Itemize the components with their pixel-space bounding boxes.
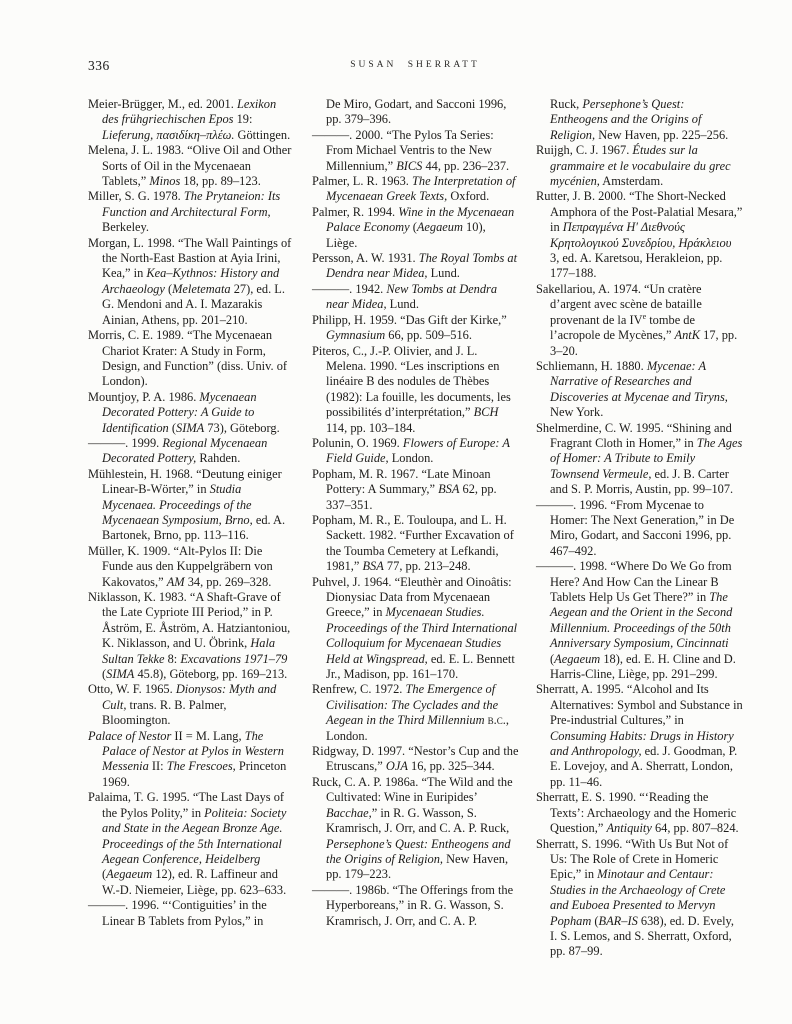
bib-entry: ———. 1996. “From Mycenae to Homer: The Next Generation,” in De Miro, Godart, and Sacconi 1996, pp. 467–492. xyxy=(536,497,735,558)
bib-column-1 xyxy=(88,97,295,960)
bib-entry-continuation: Ruck, Persephone’s Quest: Entheogens and the Origins of Religion, New Haven, pp. 225–256. xyxy=(550,97,729,142)
bib-entry: Meier-Brügger, M., ed. 2001. Lexikon des frühgriechischen Epos 19: Lieferung, πασιδίκη–πλέω. Göttingen. xyxy=(88,97,291,142)
bib-entry: Schliemann, H. 1880. Mycenae: A Narrative of Researches and Discoveries at Mycenae and Tiryns, New York. xyxy=(536,358,728,420)
bib-entry: Shelmerdine, C. W. 1995. “Shining and Fragrant Cloth in Homer,” in The Ages of Homer: A Tribute to Emily Townsend Vermeule, ed. J. B. Carter and S. P. Morris, Austin, pp. 99–107. xyxy=(536,420,743,497)
bib-entry: ———. 1996. “‘Contiguities’ in the Linear B Tablets from Pylos,” in xyxy=(88,898,267,928)
page-header xyxy=(88,58,742,74)
bib-entry: ———. 2000. “The Pylos Ta Series: From Michael Ventris to the New Millennium,” BICS 44, pp. 236–237. xyxy=(312,127,510,173)
bib-entry: Palmer, R. 1994. Wine in the Mycenaean Palace Economy (Aegaeum 10), Liège. xyxy=(312,204,515,250)
bib-entry: Miller, S. G. 1978. The Prytaneion: Its Function and Architectural Form, Berkeley. xyxy=(88,189,281,235)
bib-entry: Sakellariou, A. 1974. “Un cratère d’argent avec scène de bataille provenant de la IVe tombe de l’acropole de Mycènes,” AntK 17, pp. 3–20. xyxy=(536,281,738,358)
running-head: SUSAN SHERRATT xyxy=(350,60,480,70)
bib-entry: Sherratt, S. 1996. “With Us But Not of Us: The Role of Crete in Homeric Epic,” in Minotaur and Centaur: Studies in the Archaeology of Crete and Euboea Presented to Mervyn Popham (BAR–IS 638), ed. D. Evely, I. S. Lemos, and S. Sherratt, Oxford, pp. 87–99. xyxy=(536,836,735,959)
bib-entry: Sherratt, E. S. 1990. “‘Reading the Texts’: Archaeology and the Homeric Question,” Antiquity 64, pp. 807–824. xyxy=(536,790,739,836)
bib-entry: Philipp, H. 1959. “Das Gift der Kirke,” Gymnasium 66, pp. 509–516. xyxy=(312,312,507,343)
bib-entry: ———. 1942. New Tombs at Dendra near Midea, Lund. xyxy=(312,281,498,312)
bib-entry: Sherratt, A. 1995. “Alcohol and Its Alternatives: Symbol and Substance in Pre-industrial Cultures,” in Consuming Habits: Drugs in History and Anthropology, ed. J. Goodman, P. E. Lovejoy, and A. Sherratt, London, pp. 11–46. xyxy=(536,682,743,789)
bib-entry: Palmer, L. R. 1963. The Interpretation of Mycenaean Greek Texts, Oxford. xyxy=(312,174,516,204)
bib-entry: Ruck, C. A. P. 1986a. “The Wild and the Cultivated: Wine in Euripides’ Bacchae,” in R. G. Wasson, S. Kramrisch, J. Orr, and C. A. P. Ruck, Persephone’s Quest: Entheogens and the Origins of Religion, New Haven, pp. 179–223. xyxy=(312,774,513,882)
bib-entry: Palace of Nestor II = M. Lang, The Palace of Nestor at Pylos in Western Messenia II: The Frescoes, Princeton 1969. xyxy=(88,728,287,789)
bib-entry: Rutter, J. B. 2000. “The Short-Necked Amphora of the Post-Palatial Mesara,” in Πεπραγμένα Η′ Διεθνούς Κρητολογικού Συνεδρίου, Ηράκλειου 3, ed. A. Karetsou, Herakleion, pp. 177–188. xyxy=(536,189,743,281)
bib-entry: ———. 1999. Regional Mycenaean Decorated Pottery, Rahden. xyxy=(88,435,268,466)
bibliography xyxy=(88,97,742,960)
bib-entry: Müller, K. 1909. “Alt-Pylos II: Die Funde aus den Kuppelgräbern von Kakovatos,” AM 34, pp. 269–328. xyxy=(88,543,273,589)
bib-entry: Mühlestein, H. 1968. “Deutung einiger Linear-B-Wörter,” in Studia Mycenaea. Proceedings of the Mycenaean Symposium, Brno, ed. A. Bartonek, Brno, pp. 113–116. xyxy=(88,466,286,543)
bib-entry: Ridgway, D. 1997. “Nestor’s Cup and the Etruscans,” OJA 16, pp. 325–344. xyxy=(312,744,519,774)
bib-entry: Renfrew, C. 1972. The Emergence of Civilisation: The Cyclades and the Aegean in the Third Millennium b.c., London. xyxy=(312,682,509,743)
bib-entry: Niklasson, K. 1983. “A Shaft-Grave of the Late Cypriote III Period,” in P. Åström, E. Åström, A. Hatziantoniou, K. Niklasson, and U. Öbrink, Hala Sultan Tekke 8: Excavations 1971–79 (SIMA 45.8), Göteborg, pp. 169–213. xyxy=(88,590,291,682)
bib-column-2 xyxy=(312,97,519,960)
bib-entry: Morris, C. E. 1989. “The Mycenaean Chariot Krater: A Study in Form, Design, and Function” (diss. Univ. of London). xyxy=(88,328,288,389)
bib-entry: Mountjoy, P. A. 1986. Mycenaean Decorated Pottery: A Guide to Identification (SIMA 73), Göteborg. xyxy=(88,389,280,435)
bib-entry: Popham, M. R. 1967. “Late Minoan Pottery: A Summary,” BSA 62, pp. 337–351. xyxy=(312,466,497,512)
bib-column-3 xyxy=(536,97,743,960)
bib-entry: Ruijgh, C. J. 1967. Études sur la grammaire et le vocabulaire du grec mycénien, Amsterdam. xyxy=(536,143,731,189)
bib-entry: Piteros, C., J.-P. Olivier, and J. L. Melena. 1990. “Les inscriptions en linéaire B des nodules de Thèbes (1982): La fouille, les documents, les possibilités d’interprétation,” BCH 114, pp. 103–184. xyxy=(312,343,511,435)
bib-entry: Morgan, L. 1998. “The Wall Paintings of the North-East Bastion at Ayia Irini, Kea,” in Kea–Kythnos: History and Archaeology (Meletemata 27), ed. L. G. Mendoni and A. I. Mazarakis Ainian, Athens, pp. 201–210. xyxy=(88,235,292,327)
bib-entry-continuation: De Miro, Godart, and Sacconi 1996, pp. 379–396. xyxy=(326,97,507,127)
bib-entry: Otto, W. F. 1965. Dionysos: Myth and Cult, trans. R. B. Palmer, Bloomington. xyxy=(88,682,277,728)
bib-entry: Melena, J. L. 1983. “Olive Oil and Other Sorts of Oil in the Mycenaean Tablets,” Minos 18, pp. 89–123. xyxy=(88,143,292,189)
page-number: 336 xyxy=(88,58,110,73)
bib-entry: ———. 1998. “Where Do We Go from Here? And How Can the Linear B Tablets Help Us Get There?” in The Aegean and the Orient in the Second Millennium. Proceedings of the 50th Anniversary Symposium, Cincinnati (Aegaeum 18), ed. E. H. Cline and D. Harris-Cline, Liège, pp. 291–299. xyxy=(536,559,736,682)
bib-entry: Persson, A. W. 1931. The Royal Tombs at Dendra near Midea, Lund. xyxy=(312,251,518,281)
bib-entry: Polunin, O. 1969. Flowers of Europe: A Field Guide, London. xyxy=(312,435,510,466)
bib-entry: Palaima, T. G. 1995. “The Last Days of the Pylos Polity,” in Politeia: Society and State in the Aegean Bronze Age. Proceedings of the 5th International Aegean Conference, Heidelberg (Aegaeum 12), ed. R. Laffineur and W.-D. Niemeier, Liège, pp. 623–633. xyxy=(88,790,287,897)
bib-entry: Puhvel, J. 1964. “Eleuthèr and Oinoâtis: Dionysiac Data from Mycenaean Greece,” in Mycenaean Studies. Proceedings of the Third International Colloquium for Mycenaean Studies Held at Wingspread, ed. E. L. Bennett Jr., Madison, pp. 161–170. xyxy=(312,574,518,682)
bib-entry: Popham, M. R., E. Touloupa, and L. H. Sackett. 1982. “Further Excavation of the Toumba Cemetery at Lefkandi, 1981,” BSA 77, pp. 213–248. xyxy=(312,512,514,574)
bib-entry: ———. 1986b. “The Offerings from the Hyperboreans,” in R. G. Wasson, S. Kramrisch, J. Orr, and C. A. P. xyxy=(312,882,514,928)
